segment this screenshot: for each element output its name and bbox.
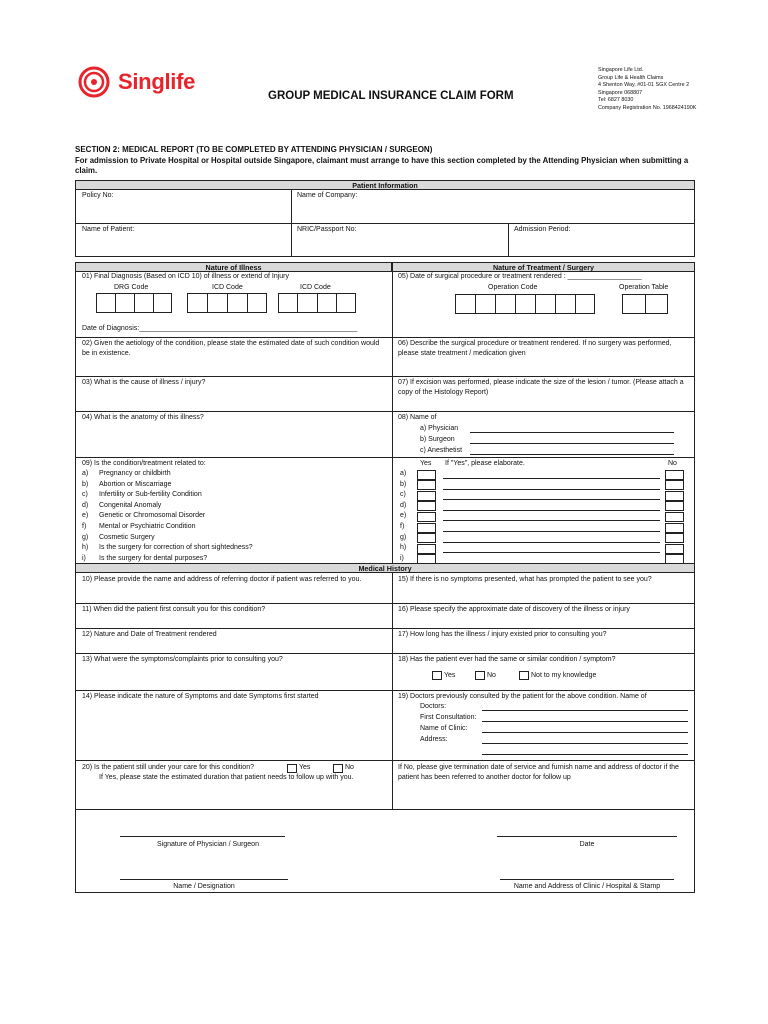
- answer-row-letter: e): [400, 512, 407, 520]
- divider: [575, 294, 576, 314]
- q07-label: 07) If excision was performed, please indicate the size of the lesion / tumor. (Please attach a copy of the Histology Report): [398, 379, 684, 396]
- q19-first-line[interactable]: [482, 721, 688, 722]
- policy-no-field[interactable]: Policy No:: [82, 192, 114, 199]
- q04-label: 04) What is the anatomy of this illness?: [82, 414, 204, 421]
- medical-history-header: Medical History: [75, 563, 695, 573]
- q09-item-text: Congenital Anomaly: [99, 501, 162, 509]
- q20-no-label: No: [345, 764, 354, 771]
- q18-no-checkbox[interactable]: [475, 671, 485, 680]
- answer-elaborate-line[interactable]: [443, 520, 660, 521]
- divider: [475, 294, 476, 314]
- answer-no-box[interactable]: [665, 533, 684, 543]
- divider: [291, 189, 292, 257]
- divider: [75, 337, 695, 338]
- divider: [75, 411, 695, 412]
- date-of-diagnosis-field[interactable]: Date of Diagnosis:________________________________________________________: [82, 325, 358, 332]
- surgeon-input-line[interactable]: [470, 443, 674, 444]
- date-line[interactable]: [497, 836, 677, 837]
- answer-no-box[interactable]: [665, 470, 684, 480]
- q18-unknown-checkbox[interactable]: [519, 671, 529, 680]
- section-note: For admission to Private Hospital or Hospital outside Singapore, claimant must arrange to have this section completed by the Attending Physician when submitting a claim.: [75, 156, 689, 175]
- q19-clinic-label: Name of Clinic:: [420, 725, 468, 732]
- answer-yes-box[interactable]: [417, 544, 436, 554]
- q20-followup-label: If Yes, please state the estimated duration that patient needs to follow up with you.: [99, 774, 354, 781]
- clinic-stamp-label: Name and Address of Clinic / Hospital & Stamp: [513, 883, 661, 890]
- no-column-label: No: [668, 460, 677, 467]
- q08-anesthetist-label: c) Anesthetist: [420, 447, 463, 454]
- yes-column-label: Yes: [420, 460, 432, 467]
- divider: [645, 294, 646, 314]
- name-designation-line[interactable]: [120, 879, 288, 880]
- singlife-swirl-icon: [74, 62, 114, 102]
- operation-code-label: Operation Code: [488, 284, 538, 291]
- divider: [207, 293, 208, 313]
- divider: [75, 653, 695, 654]
- q09-item-letter: d): [82, 501, 89, 509]
- company-line: Singapore 068807: [598, 89, 643, 96]
- q18-yes-checkbox[interactable]: [432, 671, 442, 680]
- answer-elaborate-line[interactable]: [443, 499, 660, 500]
- q20-yes-label: Yes: [299, 764, 311, 771]
- q09-label: 09) Is the condition/treatment related to:: [82, 460, 206, 467]
- answer-no-box[interactable]: [665, 491, 684, 501]
- divider: [555, 294, 556, 314]
- illness-header: Nature of Illness: [75, 262, 392, 272]
- answer-row-letter: c): [400, 491, 406, 499]
- q09-item-letter: f): [82, 523, 87, 530]
- q19-first-label: First Consultation:: [420, 714, 477, 721]
- q08-label: 08) Name of: [398, 414, 437, 421]
- answer-yes-box[interactable]: [417, 491, 436, 501]
- q13-label: 13) What were the symptoms/complaints prior to consulting you?: [82, 656, 283, 663]
- q18-yes-label: Yes: [444, 672, 456, 679]
- divider: [317, 293, 318, 313]
- q08-physician-label: a) Physician: [420, 425, 459, 432]
- answer-yes-box[interactable]: [417, 480, 436, 490]
- date-label: Date: [579, 841, 595, 848]
- physician-signature-label: Signature of Physician / Surgeon: [157, 841, 259, 848]
- elaborate-label: If "Yes", please elaborate.: [445, 460, 525, 467]
- q09-item-text: Abortion or Miscarriage: [99, 480, 172, 488]
- q18-label: 18) Has the patient ever had the same or similar condition / symptom?: [398, 656, 616, 663]
- q09-item-text: Genetic or Chromosomal Disorder: [99, 512, 206, 520]
- divider: [75, 376, 695, 377]
- answer-no-box[interactable]: [665, 544, 684, 554]
- q06-label: 06) Describe the surgical procedure or treatment rendered. If no surgery was performed, please state treatment / medication given: [398, 340, 672, 357]
- operation-table-label: Operation Table: [619, 284, 669, 291]
- divider: [247, 293, 248, 313]
- icd-code-label-1: ICD Code: [212, 284, 243, 291]
- answer-elaborate-line[interactable]: [443, 542, 660, 543]
- divider: [535, 294, 536, 314]
- anesthetist-input-line[interactable]: [470, 454, 674, 455]
- answer-no-box[interactable]: [665, 523, 684, 533]
- answer-yes-box[interactable]: [417, 512, 436, 522]
- patient-name-field[interactable]: Name of Patient:: [82, 226, 135, 233]
- answer-elaborate-line[interactable]: [443, 478, 660, 479]
- divider: [75, 760, 695, 761]
- answer-row-letter: b): [400, 480, 407, 488]
- answer-row-letter: f): [400, 523, 405, 530]
- q19-doctors-label: Doctors:: [420, 703, 447, 710]
- q05-label[interactable]: 05) Date of surgical procedure or treatment rendered : ___________________: [398, 273, 642, 280]
- physician-input-line[interactable]: [470, 432, 674, 433]
- q20-yes-checkbox[interactable]: [287, 764, 297, 773]
- q10-label: 10) Please provide the name and address of referring doctor if patient was referred to you.: [82, 576, 362, 583]
- q09-item-letter: g): [82, 533, 89, 541]
- q19-address-line-2[interactable]: [482, 754, 688, 755]
- patient-info-header: Patient Information: [75, 180, 695, 190]
- company-line: Tel: 6827 8030: [598, 97, 634, 104]
- divider: [153, 293, 154, 313]
- divider: [336, 293, 337, 313]
- q09-item-letter: a): [82, 470, 89, 477]
- answer-elaborate-line[interactable]: [443, 552, 660, 553]
- divider: [75, 457, 695, 458]
- q16-label: 16) Please specify the approximate date of discovery of the illness or injury: [398, 606, 630, 613]
- q12-label: 12) Nature and Date of Treatment rendered: [82, 631, 217, 638]
- answer-row-letter: a): [400, 470, 407, 477]
- q18-unknown-label: Not to my knowledge: [531, 672, 597, 679]
- divider: [392, 262, 393, 809]
- divider: [75, 223, 695, 224]
- answer-no-box[interactable]: [665, 480, 684, 490]
- q19-doctors-line[interactable]: [482, 710, 688, 711]
- q01-label: 01) Final Diagnosis (Based on ICD 10) of illness or extend of Injury: [82, 273, 289, 280]
- divider: [115, 293, 116, 313]
- q20-label: 20) Is the patient still under your care for this condition?: [82, 764, 254, 771]
- divider: [227, 293, 228, 313]
- company-line: Singapore Life Ltd.: [598, 67, 644, 73]
- q09-item-letter: i): [82, 554, 86, 562]
- q09-item-text: Is the surgery for dental purposes?: [99, 554, 208, 562]
- answer-yes-box[interactable]: [417, 470, 436, 480]
- clinic-stamp-line[interactable]: [500, 879, 674, 880]
- q09-item-letter: c): [82, 491, 88, 499]
- answer-elaborate-line[interactable]: [443, 510, 660, 511]
- q09-item-text: Mental or Psychiatric Condition: [99, 523, 196, 530]
- q19-address-label: Address:: [420, 736, 448, 743]
- q19-address-line-1[interactable]: [482, 743, 688, 744]
- q19-label: 19) Doctors previously consulted by the patient for the above condition. Name of: [398, 693, 647, 700]
- q09-item-letter: h): [82, 544, 89, 552]
- q03-label: 03) What is the cause of illness / injury?: [82, 379, 206, 386]
- treatment-header: Nature of Treatment / Surgery: [392, 262, 695, 272]
- answer-yes-box[interactable]: [417, 501, 436, 511]
- answer-row-letter: h): [400, 544, 407, 552]
- nric-field[interactable]: NRIC/Passport No:: [297, 226, 357, 233]
- section-title: SECTION 2: MEDICAL REPORT (TO BE COMPLETED BY ATTENDING PHYSICIAN / SURGEON): [75, 145, 433, 154]
- q09-item-text: Cosmetic Surgery: [99, 533, 155, 541]
- answer-no-box[interactable]: [665, 512, 684, 522]
- divider: [75, 809, 695, 810]
- company-line: Company Registration No. 1968424190K: [598, 104, 697, 111]
- answer-row-letter: i): [400, 554, 404, 562]
- q09-item-letter: e): [82, 512, 89, 520]
- q09-item-text: Pregnancy or childbirth: [99, 470, 171, 477]
- q09-item-text: Infertility or Sub-fertility Condition: [99, 491, 202, 499]
- divider: [508, 223, 509, 257]
- answer-elaborate-line[interactable]: [443, 489, 660, 490]
- q15-label: 15) If there is no symptoms presented, what has prompted the patient to see you?: [398, 576, 652, 583]
- name-designation-label: Name / Designation: [173, 883, 235, 890]
- brand-name: Singlife: [118, 69, 196, 94]
- q20-no-checkbox[interactable]: [333, 764, 343, 773]
- q09-item-text: Is the surgery for correction of short sightedness?: [99, 544, 253, 552]
- answer-yes-box[interactable]: [417, 533, 436, 543]
- answer-yes-box[interactable]: [417, 523, 436, 533]
- divider: [297, 293, 298, 313]
- answer-no-box[interactable]: [665, 501, 684, 511]
- company-line: 4 Shenton Way, #01-01 SGX Centre 2: [598, 82, 690, 89]
- q18-no-label: No: [487, 672, 496, 679]
- q08-surgeon-label: b) Surgeon: [420, 436, 455, 443]
- company-line: Group Life & Health Claims: [598, 74, 664, 81]
- divider: [134, 293, 135, 313]
- divider: [515, 294, 516, 314]
- company-name-field[interactable]: Name of Company:: [297, 192, 358, 199]
- divider: [75, 690, 695, 691]
- divider: [495, 294, 496, 314]
- drg-code-label: DRG Code: [114, 284, 149, 291]
- company-address-block: [598, 67, 758, 113]
- singlife-logo: [74, 60, 202, 104]
- operation-code-input[interactable]: [455, 294, 595, 314]
- answer-row-letter: d): [400, 501, 407, 509]
- admission-period-field[interactable]: Admission Period:: [514, 226, 571, 233]
- answer-row-letter: g): [400, 533, 407, 541]
- physician-signature-line[interactable]: [120, 836, 285, 837]
- q11-label: 11) When did the patient first consult you for this condition?: [82, 606, 266, 613]
- divider: [75, 628, 695, 629]
- q14-label: 14) Please indicate the nature of Symptoms and date Symptoms first started: [82, 693, 319, 700]
- q02-label: 02) Given the aetiology of the condition, please state the estimated date of such condition would be in existence.: [82, 340, 380, 357]
- icd-code-label-2: ICD Code: [300, 284, 331, 291]
- q20-if-no-label: If No, please give termination date of service and furnish name and address of doctor if the patient has been referred to another doctor for follow up: [398, 764, 679, 781]
- divider: [75, 603, 695, 604]
- q17-label: 17) How long has the illness / injury existed prior to consulting you?: [398, 631, 607, 638]
- q19-clinic-line[interactable]: [482, 732, 688, 733]
- answer-elaborate-line[interactable]: [443, 531, 660, 532]
- q09-item-letter: b): [82, 480, 89, 488]
- form-title: GROUP MEDICAL INSURANCE CLAIM FORM: [268, 90, 514, 102]
